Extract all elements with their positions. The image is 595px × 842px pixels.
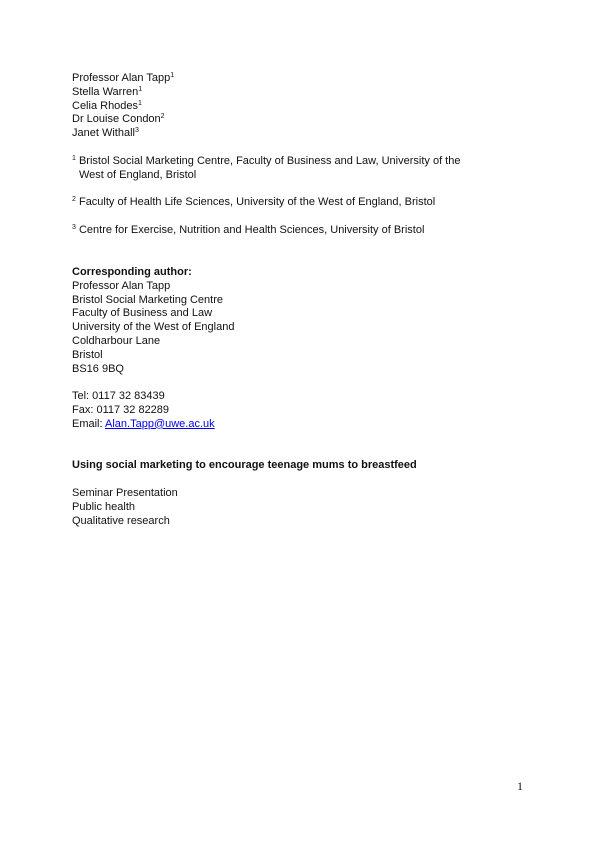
keyword-list (72, 487, 178, 528)
email-link[interactable]: Alan.Tapp@uwe.ac.uk (105, 417, 215, 430)
paper-title: Using social marketing to encourage teenage mums to breastfeed (72, 459, 417, 471)
address-line: BS16 9BQ (72, 362, 124, 375)
affiliation-3: $^3$ Centre for Exercise, Nutrition and Health Sciences, University of Bristol (72, 224, 425, 236)
keyword: Qualitative research (72, 514, 170, 527)
address-line: Professor Alan Tapp (72, 279, 171, 292)
affiliation-1: $^1$ Bristol Social Marketing Centre, Faculty of Business and Law, University of the West of England, Bristol (72, 155, 461, 181)
contact-block (72, 390, 215, 431)
author-name: Professor Alan Tapp$^1$ (72, 72, 175, 84)
email-line: Email: Alan.Tapp@uwe.ac.uk (72, 417, 215, 430)
corresponding-author-block (72, 266, 234, 376)
address-line: Bristol (72, 348, 103, 361)
address-line: University of the West of England (72, 321, 235, 334)
corresponding-heading: Corresponding author: (72, 266, 192, 278)
affiliation-2: $^2$ Faculty of Health Life Sciences, University of the West of England, Bristol (72, 196, 436, 208)
address-line: Bristol Social Marketing Centre (72, 293, 224, 306)
telephone: Tel: 0117 32 83439 (72, 390, 165, 402)
author-name: Stella Warren$^1$ (72, 85, 143, 98)
fax: Fax: 0117 32 82289 (72, 403, 170, 416)
author-list (72, 72, 174, 141)
page-number: 1 (517, 779, 523, 793)
address-line: Coldharbour Lane (72, 334, 161, 347)
keyword: Public health (72, 500, 135, 513)
author-name: Janet Withall$^3$ (72, 127, 139, 140)
address-line: Faculty of Business and Law (72, 307, 213, 320)
author-name: Celia Rhodes$^1$ (72, 99, 142, 112)
keyword: Seminar Presentation (72, 487, 178, 499)
author-name: Dr Louise Condon$^2$ (72, 113, 165, 126)
